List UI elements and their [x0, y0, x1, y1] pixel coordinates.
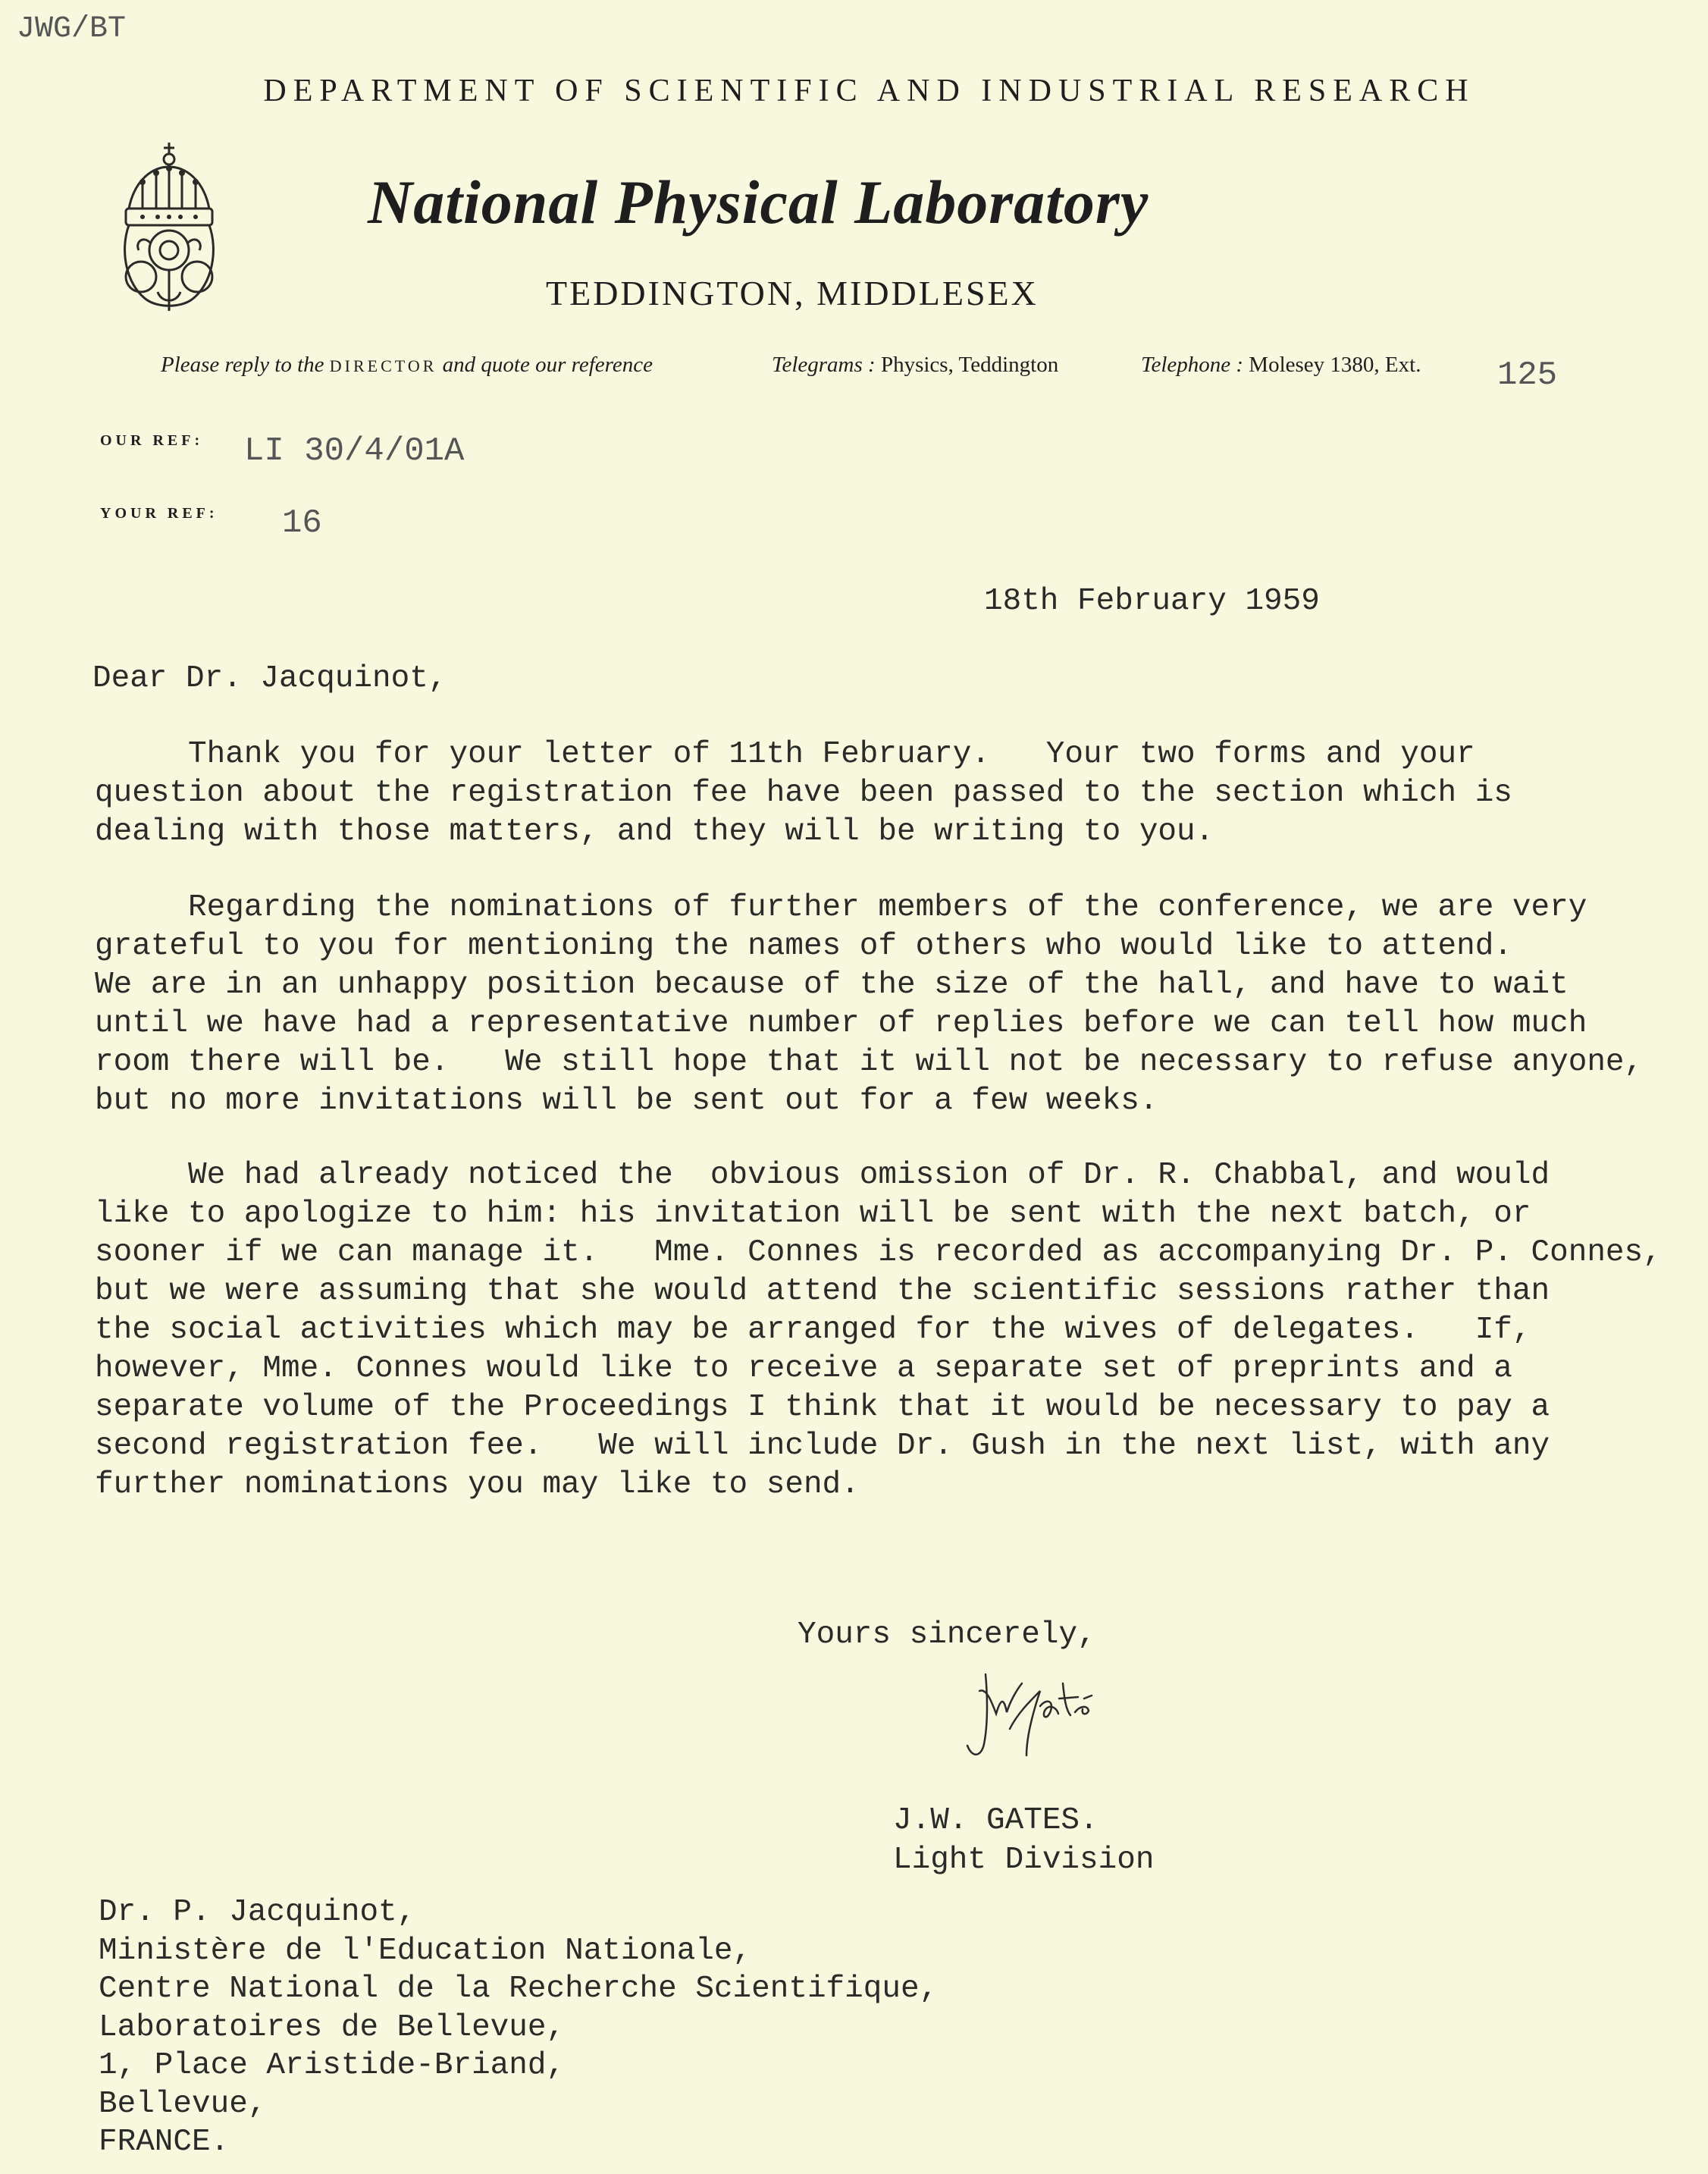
address-line: 1, Place Aristide-Briand, [99, 2048, 566, 2083]
paragraph-line: however, Mme. Connes would like to receive a separate set of preprints and a [95, 1351, 1512, 1386]
paragraph-line: Regarding the nominations of further members of the conference, we are very [95, 890, 1587, 925]
address-line: FRANCE. [99, 2125, 230, 2160]
reply-instruction-text-1: Please reply to the [161, 353, 324, 377]
paragraph-line: Thank you for your letter of 11th February. Your two forms and your [95, 737, 1475, 772]
address-line: Dr. P. Jacquinot, [99, 1895, 416, 1930]
paragraph-line: sooner if we can manage it. Mme. Connes is recorded as accompanying Dr. P. Connes, [95, 1235, 1662, 1270]
royal-crest-icon [112, 136, 226, 318]
address-line: Laboratoires de Bellevue, [99, 2009, 566, 2045]
paragraph-line: separate volume of the Proceedings I think that it would be necessary to pay a [95, 1390, 1550, 1425]
closing: Yours sincerely, [798, 1617, 1096, 1652]
body-paragraph-2 [95, 889, 1679, 1121]
laboratory-location: TEDDINGTON, MIDDLESEX [546, 274, 1039, 312]
telegrams-value: Physics, Teddington [880, 353, 1059, 377]
telegrams-label: Telegrams : [772, 353, 876, 377]
paragraph-line: second registration fee. We will include Dr. Gush in the next list, with any [95, 1429, 1550, 1463]
telegrams-info [772, 353, 1058, 378]
body-paragraph-1 [95, 736, 1679, 852]
paragraph-line: further nominations you may like to send. [95, 1467, 860, 1502]
reply-instruction-director: DIRECTOR [329, 356, 437, 375]
body-paragraph-3 [95, 1156, 1679, 1504]
handwritten-signature [957, 1661, 1124, 1774]
our-ref-value: LI 30/4/01A [244, 432, 465, 470]
telephone-label: Telephone : [1141, 353, 1244, 377]
paragraph-line: but no more invitations will be sent out for a few weeks. [95, 1084, 1158, 1118]
paragraph-line: dealing with those matters, and they will be writing to you. [95, 814, 1214, 849]
typist-initials: JWG/BT [17, 12, 127, 46]
letter-date: 18th February 1959 [984, 584, 1320, 619]
laboratory-name: National Physical Laboratory [368, 168, 1149, 237]
address-line: Bellevue, [99, 2086, 267, 2122]
paragraph-line: question about the registration fee have been passed to the section which is [95, 776, 1512, 811]
paragraph-line: the social activities which may be arranged for the wives of delegates. If, [95, 1313, 1531, 1347]
address-line: Centre National de la Recherche Scientifique, [99, 1972, 939, 2006]
paragraph-line: like to apologize to him: his invitation will be sent with the next batch, or [95, 1197, 1531, 1231]
paragraph-line: grateful to you for mentioning the names of others who would like to attend. [95, 929, 1512, 964]
salutation: Dear Dr. Jacquinot, [92, 661, 447, 696]
paragraph-line: We are in an unhappy position because of the size of the hall, and have to wait [95, 968, 1569, 1002]
reply-instruction-text-2: and quote our reference [442, 353, 653, 377]
your-ref-label: YOUR REF: [100, 505, 218, 522]
telephone-info [1141, 353, 1421, 378]
paragraph-line: but we were assuming that she would attend the scientific sessions rather than [95, 1274, 1550, 1309]
department-heading: DEPARTMENT OF SCIENTIFIC AND INDUSTRIAL RESEARCH [263, 74, 1475, 108]
signer-name: J.W. GATES. [893, 1803, 1098, 1838]
reply-instruction [161, 353, 653, 378]
paragraph-line: room there will be. We still hope that it will not be necessary to refuse anyone, [95, 1045, 1644, 1080]
telephone-value: Molesey 1380, Ext. [1249, 353, 1421, 377]
paragraph-line: We had already noticed the obvious omission of Dr. R. Chabbal, and would [95, 1158, 1550, 1193]
recipient-address [99, 1893, 938, 2162]
paragraph-line: until we have had a representative number of replies before we can tell how much [95, 1006, 1587, 1041]
address-line: Ministère de l'Education Nationale, [99, 1933, 752, 1969]
your-ref-value: 16 [282, 504, 322, 542]
our-ref-label: OUR REF: [100, 432, 204, 449]
telephone-extension: 125 [1497, 356, 1558, 394]
signer-division: Light Division [893, 1843, 1155, 1878]
